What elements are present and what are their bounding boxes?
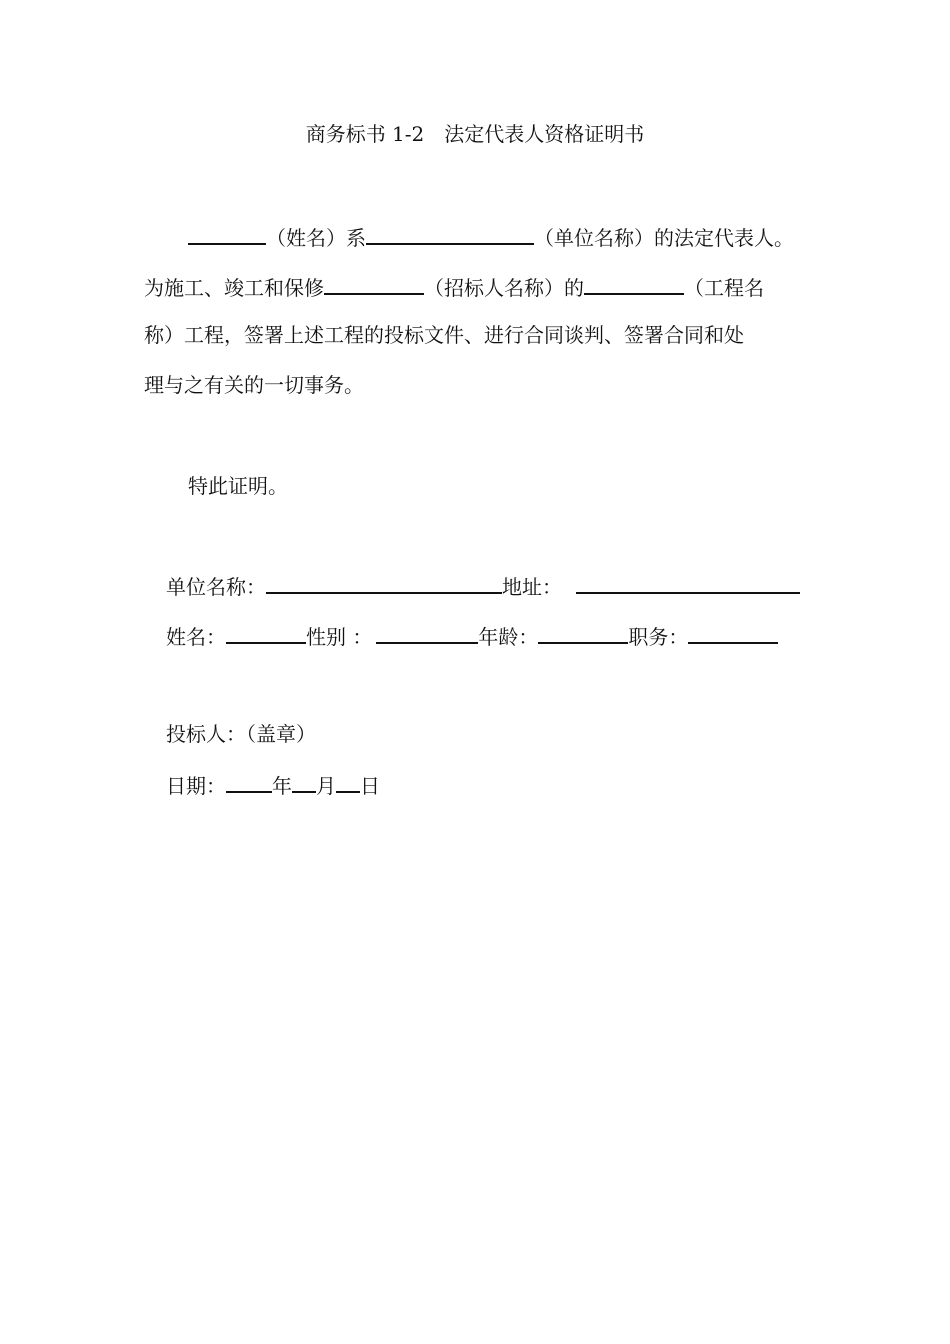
unit-name-hint: （单位名称）的法定代表人。: [534, 226, 794, 250]
day-label: 日: [360, 774, 380, 798]
address-label: 地址：: [502, 575, 562, 599]
name-blank[interactable]: [188, 221, 266, 245]
paragraph-line-4: 理与之有关的一切事务。: [144, 373, 364, 397]
name-label: 姓名：: [166, 625, 226, 649]
year-field[interactable]: [226, 769, 272, 793]
unit-address-row: [166, 570, 800, 602]
unit-field[interactable]: [266, 570, 502, 594]
paragraph-line-3: 称）工程，签署上述工程的投标文件、进行合同谈判、签署合同和处: [144, 323, 744, 347]
address-field[interactable]: [576, 570, 800, 594]
unit-label: 单位名称：: [166, 575, 266, 599]
name-field[interactable]: [226, 620, 306, 644]
age-field[interactable]: [538, 620, 628, 644]
day-field[interactable]: [336, 769, 360, 793]
project-name-hint: （工程名: [684, 276, 764, 300]
unit-name-blank[interactable]: [366, 221, 534, 245]
project-name-blank[interactable]: [584, 271, 684, 295]
tenderer-name-hint: （招标人名称）的: [424, 276, 584, 300]
certify-text: 特此证明。: [188, 474, 288, 498]
date-label: 日期：: [166, 774, 226, 798]
personal-info-row: [166, 620, 778, 652]
gender-label: 性别 ：: [306, 625, 373, 649]
year-label: 年: [272, 774, 292, 798]
document-title: 商务标书 1-2 法定代表人资格证明书: [305, 122, 645, 146]
position-field[interactable]: [688, 620, 778, 644]
paragraph-line-2: [144, 271, 764, 303]
date-row: [166, 769, 380, 801]
paragraph-line-1: [188, 221, 794, 253]
month-field[interactable]: [292, 769, 316, 793]
position-label: 职务：: [628, 625, 689, 649]
bidder-seal: 投标人：（盖章）: [166, 722, 316, 746]
month-label: 月: [316, 774, 336, 798]
tenderer-name-blank[interactable]: [324, 271, 424, 295]
name-hint: （姓名）系: [266, 226, 366, 250]
age-label: 年龄：: [478, 625, 539, 649]
gender-field[interactable]: [376, 620, 478, 644]
construction-text: 为施工、竣工和保修: [144, 276, 324, 300]
